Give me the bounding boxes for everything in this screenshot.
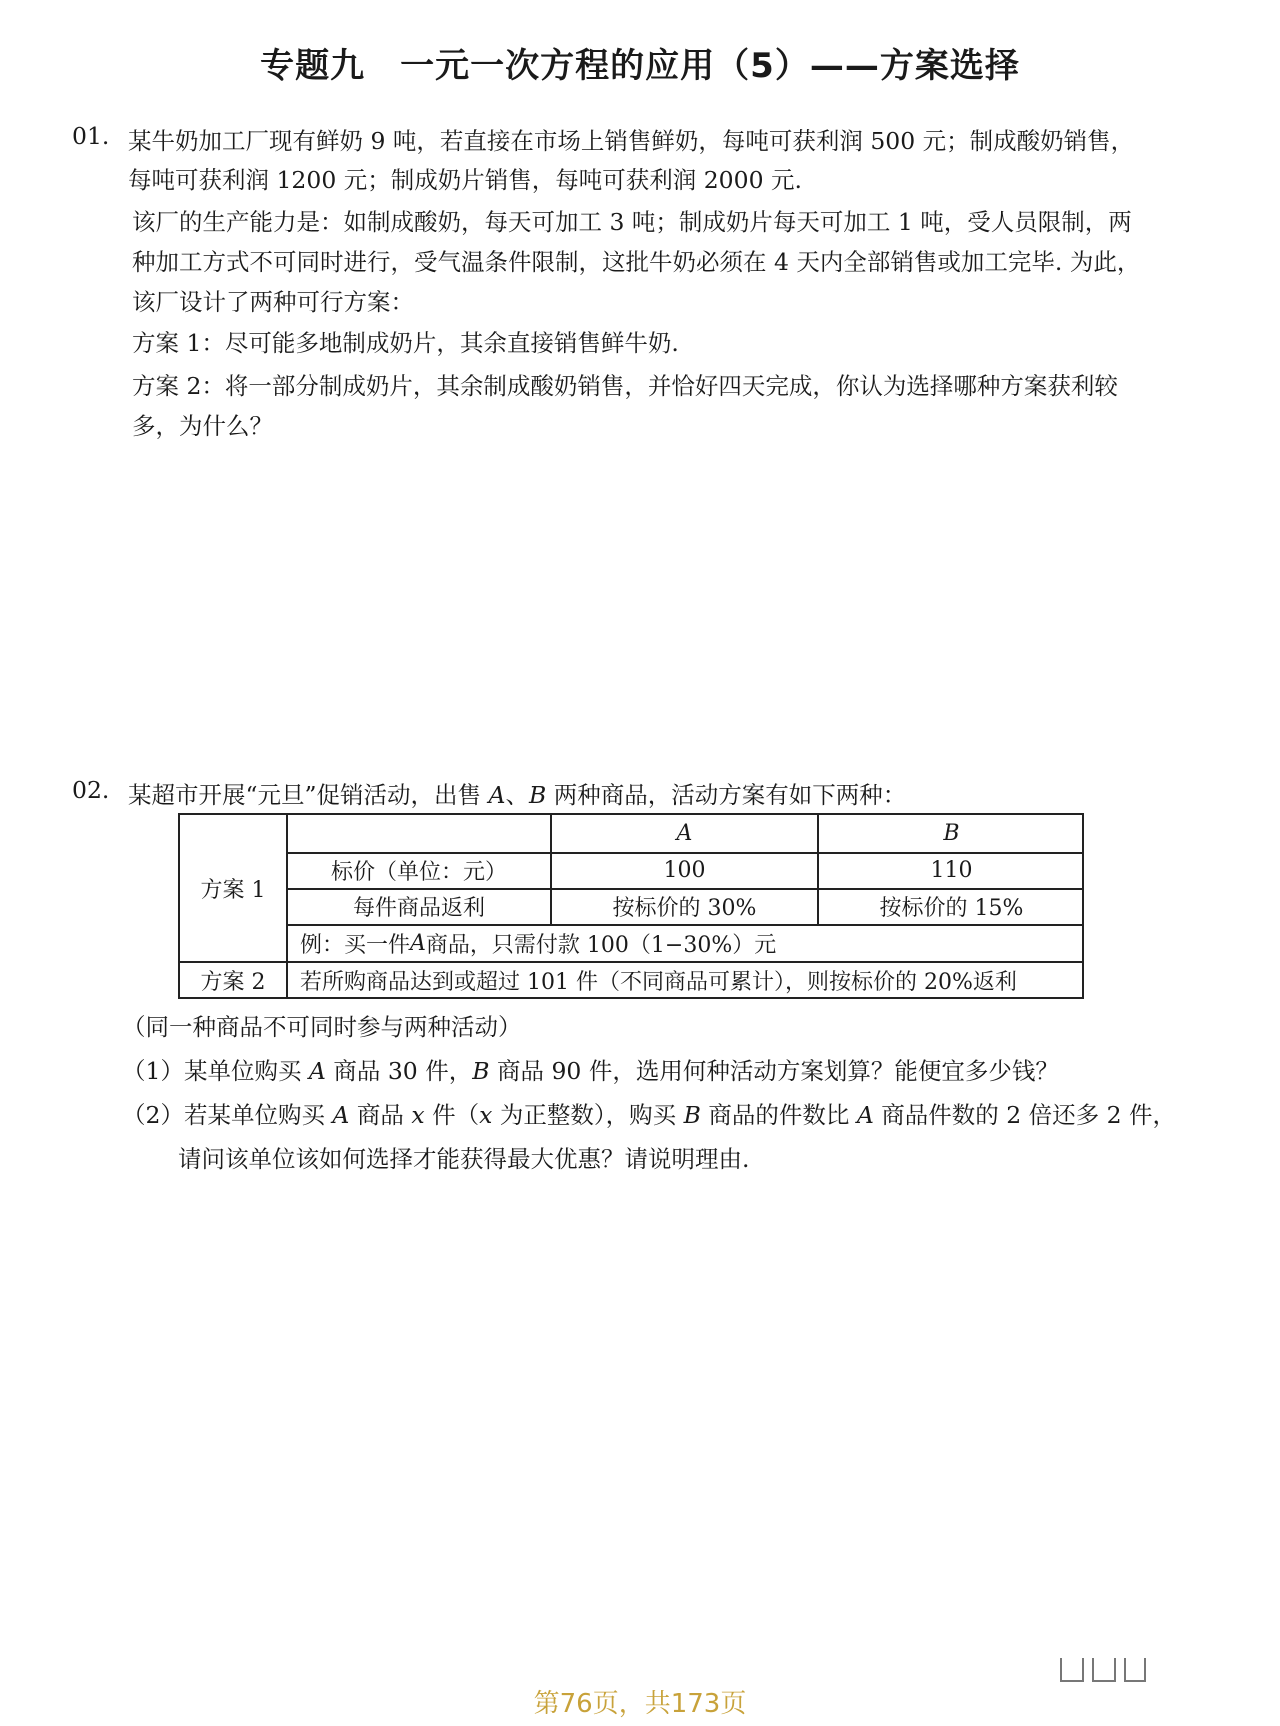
plan-1-label: 方案 1	[200, 877, 266, 903]
corner-marks-icon	[1060, 1658, 1146, 1682]
question-2-part-2-line-2: 请问该单位该如何选择才能获得最大优惠？请说明理由.	[178, 1145, 750, 1173]
question-1-number: 01.	[72, 122, 110, 150]
promotion-table	[178, 813, 1084, 999]
rebate-b: 按标价的 15%	[879, 896, 1024, 921]
question-1-line: 每吨可获利润 1200 元；制成奶片销售，每吨可获利润 2000 元.	[128, 166, 802, 194]
row-price-label: 标价（单位：元）	[330, 860, 507, 885]
question-2-part-1: （1）某单位购买 A 商品 30 件，B 商品 90 件，选用何种活动方案划算？能便宜多少钱？	[122, 1057, 1059, 1085]
question-1-line: 方案 1：尽可能多地制成奶片，其余直接销售鲜牛奶.	[132, 329, 679, 357]
question-2-intro: 某超市开展“元旦”促销活动，出售 A、B 两种商品，活动方案有如下两种：	[128, 781, 907, 809]
question-1-line: 多，为什么？	[132, 412, 273, 440]
question-2-note: （同一种商品不可同时参与两种活动）	[122, 1013, 522, 1041]
plan-2-label: 方案 2	[200, 970, 266, 995]
table-header-a: A	[676, 821, 693, 846]
example-row: 例：买一件 A 商品，只需付款 100（1−30%）元	[300, 930, 777, 958]
price-a: 100	[663, 858, 706, 883]
question-1-line: 某牛奶加工厂现有鲜奶 9 吨，若直接在市场上销售鲜奶，每吨可获利润 500 元；制成酸奶销售，	[128, 127, 1135, 155]
question-1-line: 该厂设计了两种可行方案：	[132, 288, 414, 316]
row-rebate-label: 每件商品返利	[352, 896, 485, 921]
page-counter: 第76页，共173页	[533, 1689, 747, 1719]
page-title: 专题九 一元一次方程的应用（5）——方案选择	[260, 46, 1020, 86]
price-b: 110	[930, 858, 973, 883]
plan-2-text: 若所购商品达到或超过 101 件（不同商品可累计），则按标价的 20%返利	[300, 970, 1017, 995]
question-1-line: 方案 2：将一部分制成奶片，其余制成酸奶销售，并恰好四天完成，你认为选择哪种方案获利较	[132, 372, 1118, 400]
table-header-b: B	[943, 821, 960, 846]
question-2-part-2: （2）若某单位购买 A 商品 x 件（x 为正整数），购买 B 商品的件数比 A 商品件数的 2 倍还多 2 件，	[122, 1101, 1177, 1129]
question-1-line: 该厂的生产能力是：如制成酸奶，每天可加工 3 吨；制成奶片每天可加工 1 吨，受人员限制，两	[132, 208, 1132, 236]
question-2-number: 02.	[72, 776, 110, 804]
question-1-line: 种加工方式不可同时进行，受气温条件限制，这批牛奶必须在 4 天内全部销售或加工完毕. 为此，	[132, 248, 1141, 276]
rebate-a: 按标价的 30%	[612, 896, 757, 921]
